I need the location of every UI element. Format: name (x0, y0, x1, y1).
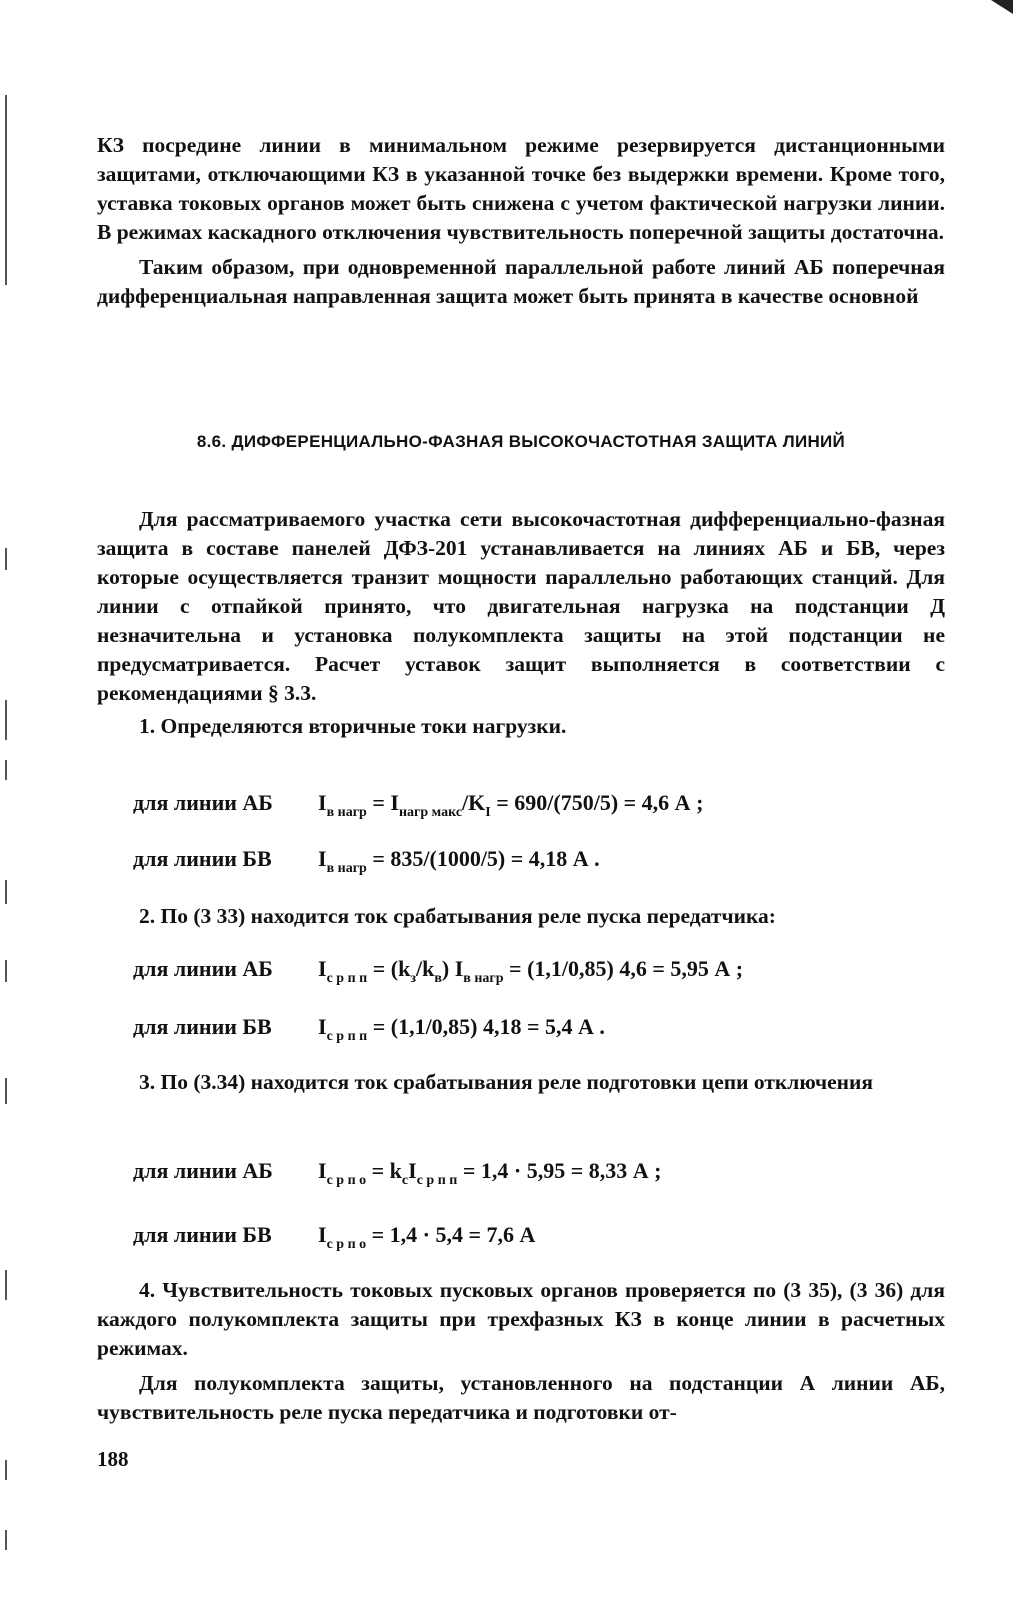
text-block-step4 (97, 1276, 945, 1427)
formula-3: для линии АБ $I_{с р п п} = (k_з/k_в) I_{в нагр} = (1,1/0,85) 4,6 = 5,95$ А ; (133, 956, 744, 986)
formula-4: для линии БВ $I_{с р п п} = (1,1/0,85) 4,18 = 5,4$ А . (133, 1014, 605, 1044)
formula-label: для линии БВ (133, 846, 272, 871)
page-number: 188 (97, 1447, 129, 1471)
formula-label: для линии АБ (133, 956, 273, 981)
scan-edge-mark (5, 760, 7, 780)
scan-edge-mark (5, 1460, 7, 1480)
scan-edge-mark (5, 700, 7, 740)
step-3: 3. По (3.34) находится ток срабатывания реле подготовки цепи отключения (139, 1070, 874, 1094)
formula-label: для линии АБ (133, 1158, 273, 1183)
text-block-step2 (97, 902, 945, 931)
paragraph-intro: Для рассматриваемого участка сети высокочастотная дифференциально-фазная защита в составе панелей ДФЗ-201 устанавливается на линиях АБ и БВ, через которые осуществляется транзит мощности параллельно работающих станций. Для линии с отпайкой принято, что двигательная нагрузка на подстанции Д незначительна и установка полукомплекта защиты на этой подстанции не предусматривается. Расчет уставок защит выполняется в соответствии с рекомендациями § 3.3. (97, 507, 945, 705)
scan-edge-mark (5, 960, 7, 982)
scan-edge-mark (5, 1530, 7, 1550)
section-heading: 8.6. ДИФФЕРЕНЦИАЛЬНО-ФАЗНАЯ ВЫСОКОЧАСТОТНАЯ ЗАЩИТА ЛИНИЙ (196, 432, 846, 451)
formula-5: для линии АБ $I_{с р п о} = k_сI_{с р п п} = 1,4 \cdot 5,95 = 8,33$ А ; (133, 1158, 662, 1188)
text-block-top (97, 131, 945, 311)
scan-corner-mark (991, 0, 1013, 14)
text-block-step3 (97, 1068, 945, 1097)
formula-2: для линии БВ $I_{в нагр} = 835/(1000/5) = 4,18$ А . (133, 846, 600, 876)
scan-edge-mark (5, 1078, 7, 1104)
formula-label: для линии БВ (133, 1014, 272, 1039)
scan-edge-mark (5, 95, 7, 285)
text-block-section (97, 505, 945, 741)
formula-1: для линии АБ $I_{в нагр} = I_{нагр макс}/K_I = 690/(750/5) = 4,6$ А ; (133, 790, 704, 820)
scan-edge-mark (5, 1270, 7, 1300)
formula-6: для линии БВ $I_{с р п о} = 1,4 \cdot 5,4 = 7,6$ А (133, 1222, 536, 1252)
formula-label: для линии АБ (133, 790, 273, 815)
step-4: 4. Чувствительность токовых пусковых органов проверяется по (3 35), (3 36) для каждого полукомплекта защиты при трехфазных КЗ в конце линии в расчетных режимах. (97, 1278, 945, 1360)
step-2: 2. По (3 33) находится ток срабатывания реле пуска передатчика: (139, 904, 776, 928)
paragraph-final: Для полукомплекта защиты, установленного на подстанции А линии АБ, чувствительность реле пуска передатчика и подготовки от- (97, 1371, 945, 1424)
paragraph-continuation: КЗ посредине линии в минимальном режиме резервируется дистанционными защитами, отключающими КЗ в указанной точке без выдержки времени. Кроме того, уставка токовых органов может быть снижена с учетом фактической нагрузки линии. В режимах каскадного отключения чувствительность поперечной защиты достаточна. (97, 133, 945, 244)
scan-edge-mark (5, 548, 7, 570)
step-1: 1. Определяются вторичные токи нагрузки. (139, 714, 567, 738)
formula-label: для линии БВ (133, 1222, 272, 1247)
paragraph-conclusion: Таким образом, при одновременной параллельной работе линий АБ поперечная дифференциальная направленная защита может быть принята в качестве основной (97, 255, 945, 308)
scan-edge-mark (5, 880, 7, 904)
